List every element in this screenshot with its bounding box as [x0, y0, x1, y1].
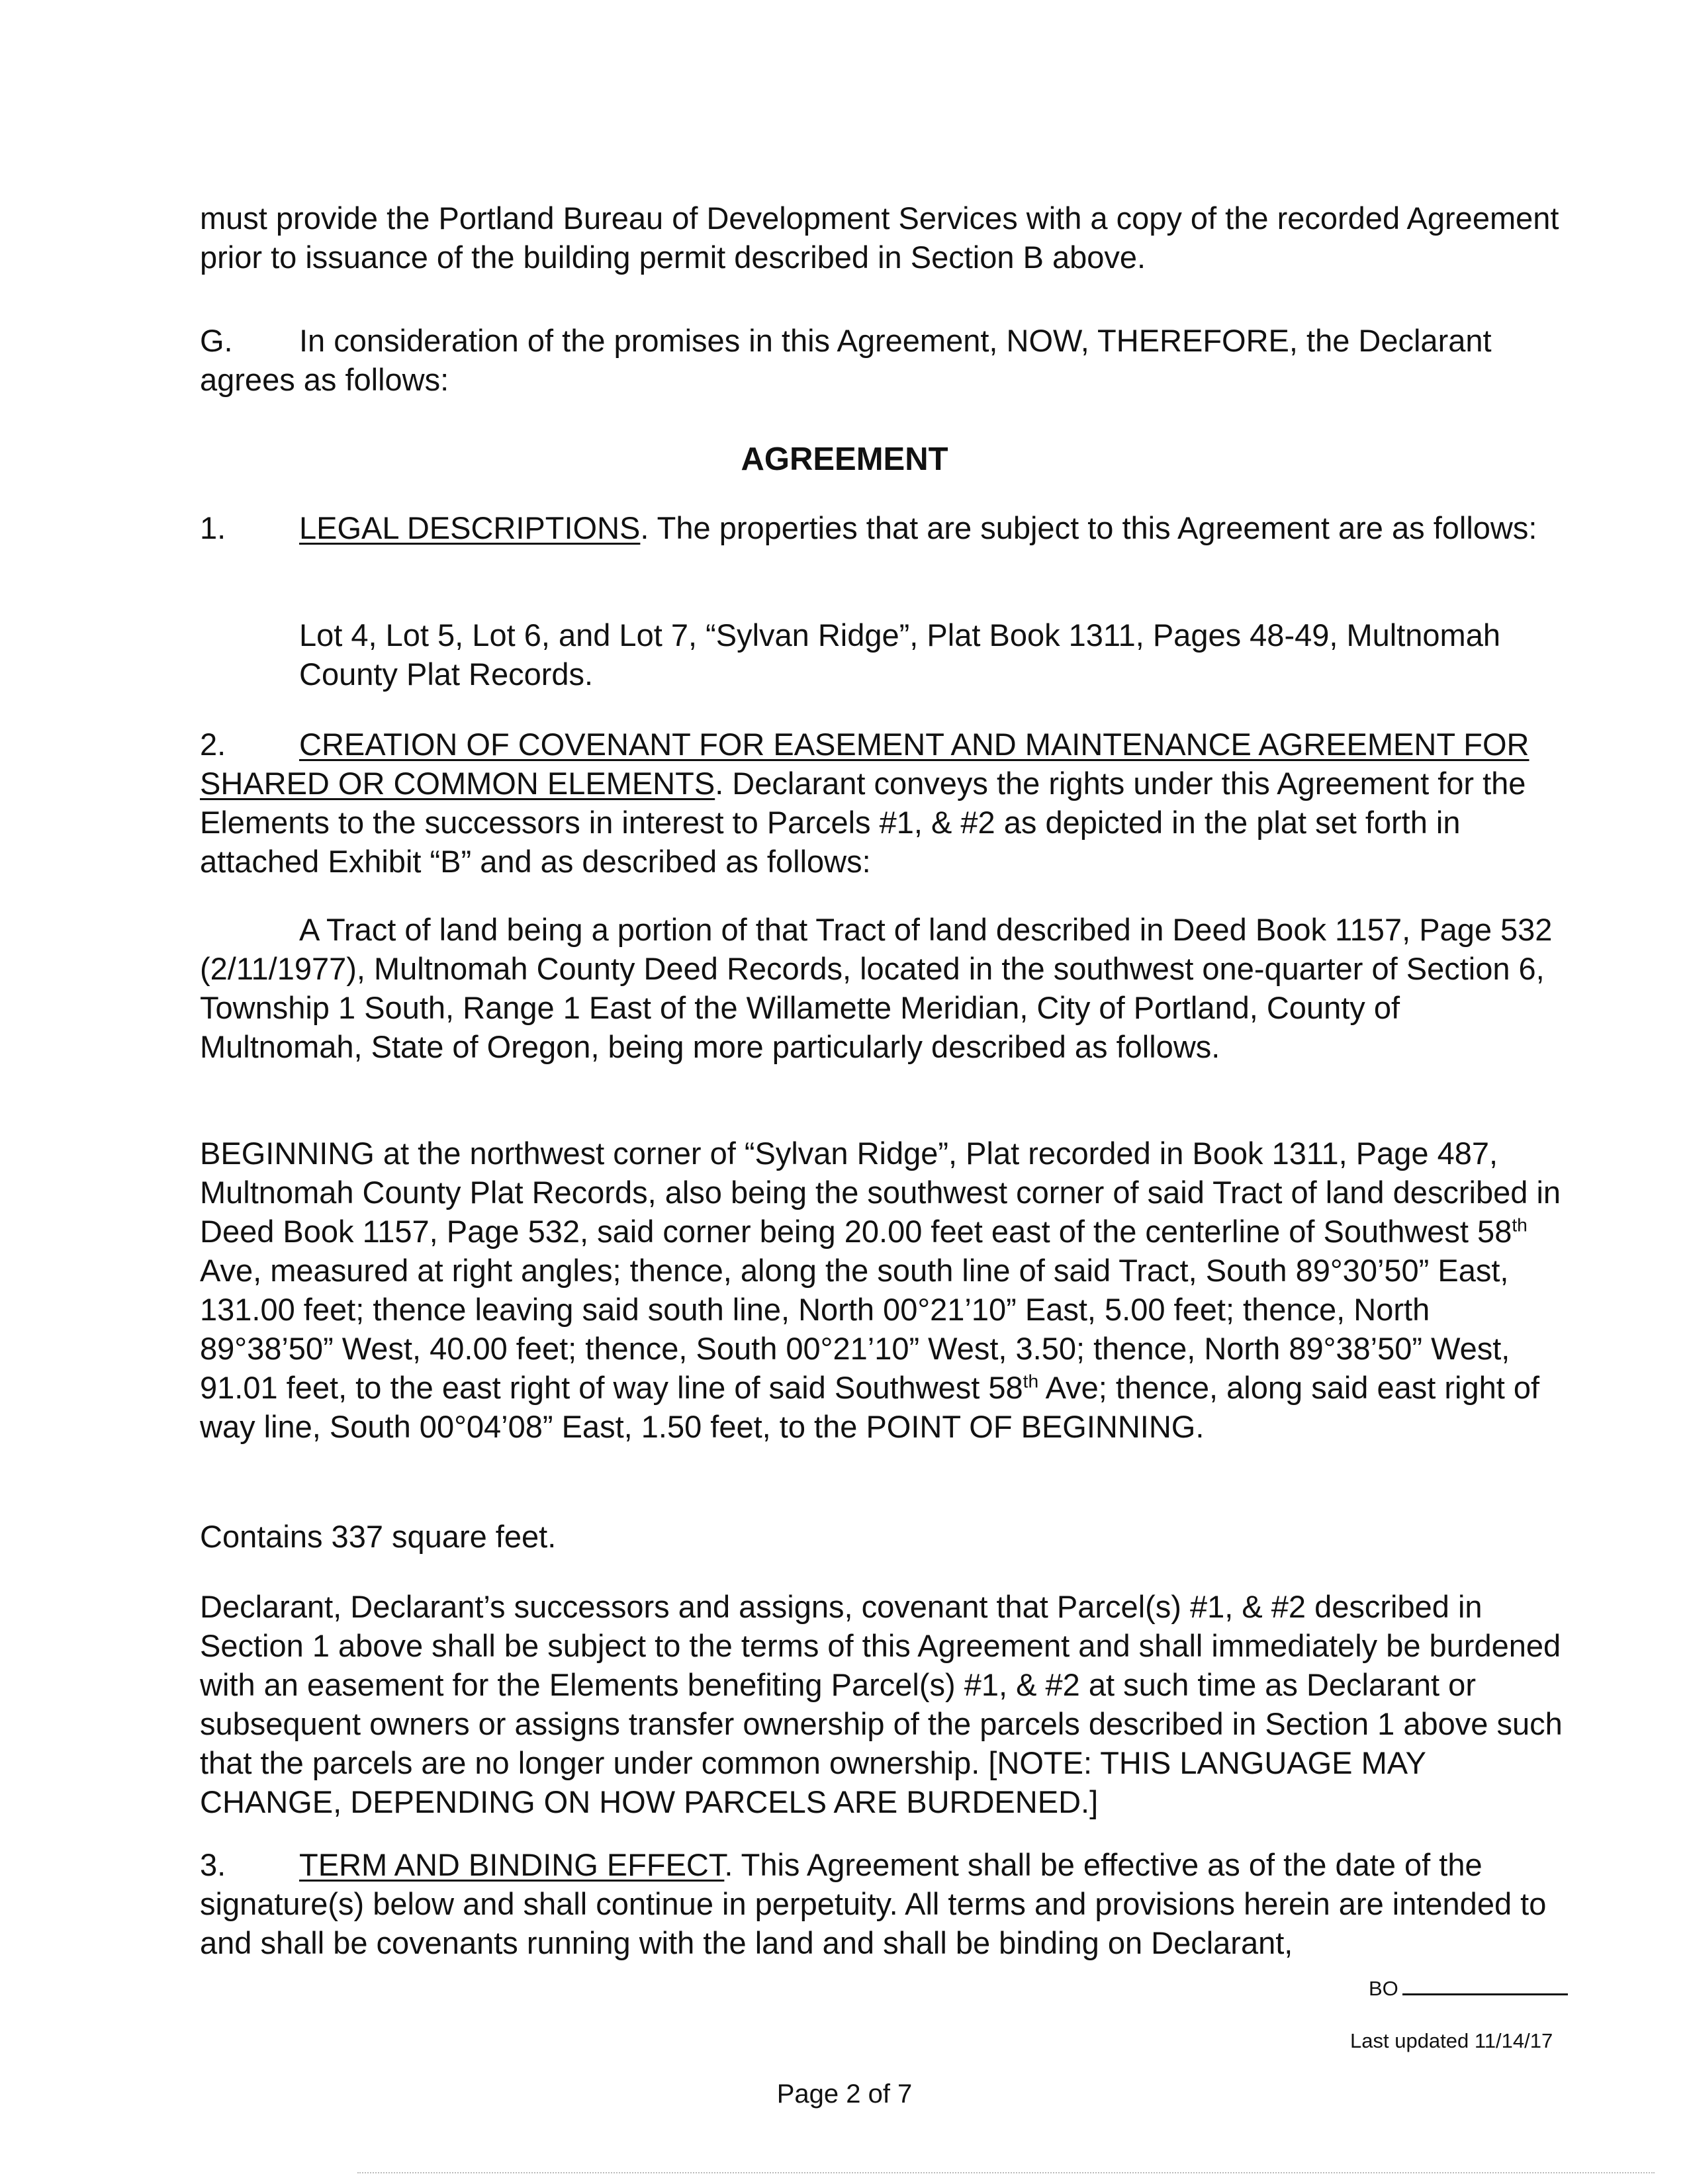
metes-bounds-part-1: BEGINNING at the northwest corner of “Sylvan Ridge”, Plat recorded in Book 1311, Page 487, Multnomah County Plat Records, also being the southwest corner of said Tract of land described in Deed Book 1157, Page 532, said corner being 20.00 feet east of the centerline of Southwest 58 — [200, 1136, 1561, 1249]
metes-bounds-part-2: Ave, measured at right angles; thence, along the south line of said Tract, South 89°30’50” East, 131.00 feet; thence leaving said south line, North 00°21’10” East, 5.00 feet; thence, North 89°38’50” West, 40.00 feet; thence, South 00°21’10” West, 3.50; thence, North 89°38’50” West, 91.01 feet, to the east right of way line of said Southwest 58 — [200, 1253, 1510, 1405]
section-1 — [200, 508, 1563, 547]
section-3-text: . This Agreement shall be effective as of the date of the signature(s) below and shall continue in perpetuity. All terms and provisions herein are intended to and shall be covenants running with the land and shall be binding on Declarant, — [200, 1847, 1547, 1960]
section-3 — [200, 1845, 1563, 1962]
recital-g — [200, 321, 1563, 399]
metes-and-bounds — [200, 1134, 1563, 1446]
section-3-title: TERM AND BINDING EFFECT — [299, 1847, 725, 1882]
page-number: Page 2 of 7 — [776, 2079, 913, 2109]
metes-bounds-part-3: Ave; thence, along said east right of way line, South 00°04’08” East, 1.50 feet, to the POINT OF BEGINNING. — [200, 1370, 1540, 1444]
continuation-paragraph: must provide the Portland Bureau of Development Services with a copy of the recorded Agreement prior to issuance of the building permit described in Section B above. — [200, 201, 1559, 275]
initials-label: BO — [1369, 1977, 1398, 2000]
agreement-heading: AGREEMENT — [741, 441, 948, 477]
section-3-number: 3. — [200, 1847, 226, 1882]
section-2-title: CREATION OF COVENANT FOR EASEMENT AND MAINTENANCE AGREEMENT FOR SHARED OR COMMON ELEMENTS — [200, 727, 1529, 801]
section-2 — [200, 725, 1563, 881]
recital-g-text: In consideration of the promises in this Agreement, NOW, THEREFORE, the Declarant agrees as follows: — [200, 323, 1492, 397]
section-2-text: . Declarant conveys the rights under this Agreement for the Elements to the successors in interest to Parcels #1, & #2 as depicted in the plat set forth in attached Exhibit “B” and as described as follows: — [200, 766, 1526, 879]
recital-g-label: G. — [200, 323, 233, 358]
scan-edge-line — [357, 2172, 1655, 2173]
section-1-number: 1. — [200, 510, 226, 545]
initials-field — [1369, 1977, 1568, 2001]
section-2-number: 2. — [200, 727, 226, 762]
covenant-paragraph: Declarant, Declarant’s successors and assigns, covenant that Parcel(s) #1, & #2 described in Section 1 above shall be subject to the terms of this Agreement and shall immediately be burdened with an easement for the Elements benefiting Parcel(s) #1, & #2 at such time as Declarant or subsequent owners or assigns transfer ownership of the parcels described in Section 1 above such that the parcels are no longer under common ownership. [NOTE: THIS LANGUAGE MAY CHANGE, DEPENDING ON HOW PARCELS ARE BURDENED.] — [200, 1589, 1563, 1819]
initials-line — [1402, 1993, 1568, 1995]
last-updated: Last updated 11/14/17 — [1350, 2029, 1553, 2052]
ordinal-suffix: th — [1512, 1214, 1528, 1236]
section-1-text: . The properties that are subject to this Agreement are as follows: — [640, 510, 1537, 545]
ordinal-suffix: th — [1023, 1370, 1039, 1392]
section-1-title: LEGAL DESCRIPTIONS — [299, 510, 641, 545]
lot-description: Lot 4, Lot 5, Lot 6, and Lot 7, “Sylvan Ridge”, Plat Book 1311, Pages 48-49, Multnomah County Plat Records. — [299, 617, 1500, 692]
area-statement: Contains 337 square feet. — [200, 1519, 557, 1554]
tract-description: A Tract of land being a portion of that Tract of land described in Deed Book 1157, Page 532 (2/11/1977), Multnomah County Deed Records, located in the southwest one-quarter of Section 6, Township 1 South, Range 1 East of the Willamette Meridian, City of Portland, County of Multnomah, State of Oregon, being more particularly described as follows. — [200, 912, 1553, 1064]
